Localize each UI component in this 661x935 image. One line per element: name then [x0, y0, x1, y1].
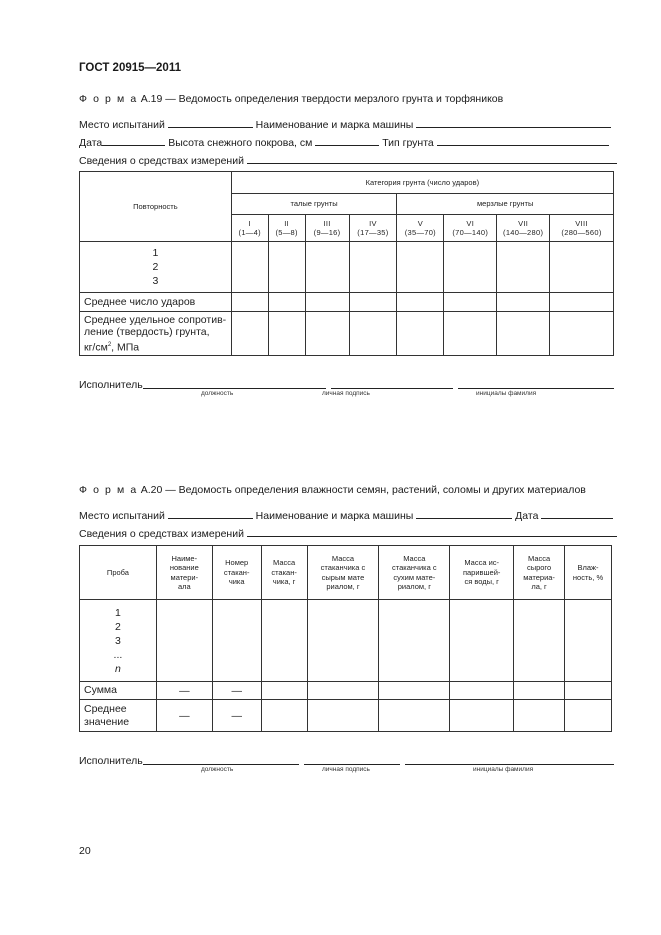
- form20-table: [79, 545, 612, 732]
- table-cell[interactable]: [379, 600, 450, 682]
- form19-title-text: А.19 — Ведомость определения твердости мерзлого грунта и торфяников: [140, 93, 504, 105]
- table-cell[interactable]: [305, 242, 349, 293]
- form19-title: [79, 93, 503, 105]
- dash-cell: —: [212, 700, 261, 732]
- date-label: Дата: [79, 137, 103, 149]
- repeat-numbers: 1 2 3: [80, 242, 232, 293]
- table-cell[interactable]: [379, 700, 450, 732]
- place-field[interactable]: [168, 117, 253, 128]
- resistance-label: Среднее удельное сопротив- ление (твердость) грунта, $кг/см^2$, МПа: [80, 312, 232, 356]
- form19-cap-name: инициалы фамилия: [476, 390, 537, 397]
- table-cell[interactable]: [444, 293, 497, 312]
- table-cell[interactable]: [307, 682, 379, 700]
- table-cell[interactable]: [349, 293, 397, 312]
- col-repeat-header: Повторность: [80, 172, 232, 242]
- cat-4: IV (17—35): [349, 215, 397, 242]
- form19-executor-label: Исполнитель: [79, 379, 143, 391]
- hdr-probe: Проба: [80, 546, 157, 600]
- table-cell[interactable]: [550, 242, 614, 293]
- avg-blows-label: Среднее число ударов: [80, 293, 232, 312]
- table-cell[interactable]: [349, 312, 397, 356]
- cat-3: III (9—16): [305, 215, 349, 242]
- hdr-dry-mass: Масса стаканчика с сухим мате- риалом, г: [379, 546, 450, 600]
- form19-name-field[interactable]: [458, 388, 614, 389]
- cat-5: V (35—70): [397, 215, 444, 242]
- sum-label: Сумма: [80, 682, 157, 700]
- instruments-label: Сведения о средствах измерений: [79, 155, 244, 167]
- place-label: Место испытаний: [79, 119, 165, 131]
- hdr-moisture: Влаж- ность, %: [565, 546, 612, 600]
- table-cell[interactable]: [497, 242, 550, 293]
- machine-label: Наименование и марка машины: [255, 119, 414, 131]
- table-cell[interactable]: [514, 600, 565, 682]
- table-cell[interactable]: [307, 700, 379, 732]
- form19-line3: [79, 153, 617, 167]
- form19-title-prefix: Ф о р м а: [79, 93, 138, 105]
- table-cell[interactable]: [450, 600, 514, 682]
- dash-cell: —: [212, 682, 261, 700]
- table-cell[interactable]: [305, 312, 349, 356]
- table-cell[interactable]: [305, 293, 349, 312]
- hdr-water-mass: Масса ис- парившей- ся воды, г: [450, 546, 514, 600]
- table-cell[interactable]: [231, 293, 268, 312]
- date-field[interactable]: [102, 135, 165, 146]
- table-cell[interactable]: [156, 600, 212, 682]
- table-cell[interactable]: [379, 682, 450, 700]
- dash-cell: —: [156, 682, 212, 700]
- table-cell[interactable]: [565, 600, 612, 682]
- avg-value-label: Среднее значение: [80, 700, 157, 732]
- category-header: Категория грунта (число ударов): [231, 172, 613, 194]
- table-cell[interactable]: [261, 600, 307, 682]
- instruments-field[interactable]: [247, 526, 617, 537]
- page-number: 20: [79, 845, 91, 857]
- table-cell[interactable]: [444, 242, 497, 293]
- soil-label: Тип грунта: [382, 137, 434, 149]
- table-cell[interactable]: [397, 312, 444, 356]
- form19-line1: [79, 117, 611, 131]
- table-cell[interactable]: [261, 700, 307, 732]
- table-cell[interactable]: [349, 242, 397, 293]
- cat-8: VIII (280—560): [550, 215, 614, 242]
- table-cell[interactable]: [268, 293, 305, 312]
- table-cell[interactable]: [514, 682, 565, 700]
- place-label: Место испытаний: [79, 510, 165, 522]
- snow-label: Высота снежного покрова, см: [168, 137, 313, 149]
- table-cell[interactable]: [514, 700, 565, 732]
- form19-signature-field[interactable]: [331, 388, 453, 389]
- cat-6: VI (70—140): [444, 215, 497, 242]
- table-cell[interactable]: [444, 312, 497, 356]
- table-cell[interactable]: [307, 600, 379, 682]
- snow-field[interactable]: [315, 135, 379, 146]
- soil-field[interactable]: [437, 135, 609, 146]
- form19-cap-signature: личная подпись: [322, 390, 370, 397]
- table-cell[interactable]: [231, 312, 268, 356]
- table-cell[interactable]: [212, 600, 261, 682]
- table-cell[interactable]: [550, 312, 614, 356]
- form20-name-field[interactable]: [405, 764, 614, 765]
- document-header: ГОСТ 20915—2011: [79, 62, 181, 74]
- form20-cap-signature: личная подпись: [322, 766, 370, 773]
- form19-table: [79, 171, 614, 356]
- hdr-wet-mass: Масса стаканчика с сырым мате риалом, г: [307, 546, 379, 600]
- table-cell[interactable]: [231, 242, 268, 293]
- table-cell[interactable]: [497, 293, 550, 312]
- table-cell[interactable]: [268, 312, 305, 356]
- machine-field[interactable]: [416, 508, 512, 519]
- form20-line1: [79, 508, 613, 522]
- form19-cap-position: должность: [201, 390, 234, 397]
- frozen-header: мерзлые грунты: [397, 194, 614, 215]
- thawed-header: талые грунты: [231, 194, 397, 215]
- hdr-raw-mass: Масса сырого материа- ла, г: [514, 546, 565, 600]
- table-cell[interactable]: [565, 682, 612, 700]
- date-field[interactable]: [541, 508, 613, 519]
- table-cell[interactable]: [397, 242, 444, 293]
- hdr-material: Наиме- нование матери- ала: [156, 546, 212, 600]
- table-cell[interactable]: [550, 293, 614, 312]
- form20-cap-name: инициалы фамилия: [473, 766, 534, 773]
- dash-cell: —: [156, 700, 212, 732]
- cat-7: VII (140—280): [497, 215, 550, 242]
- table-cell[interactable]: [450, 700, 514, 732]
- cat-2: II (5—8): [268, 215, 305, 242]
- machine-field[interactable]: [416, 117, 611, 128]
- form20-title: [79, 484, 586, 496]
- form20-signature-field[interactable]: [304, 764, 400, 765]
- form20-cap-position: должность: [201, 766, 234, 773]
- date-label: Дата: [515, 510, 539, 522]
- place-field[interactable]: [168, 508, 253, 519]
- table-cell[interactable]: [397, 293, 444, 312]
- table-cell[interactable]: [268, 242, 305, 293]
- form20-executor-label: Исполнитель: [79, 755, 143, 767]
- table-cell[interactable]: [497, 312, 550, 356]
- form20-title-prefix: Ф о р м а: [79, 484, 138, 496]
- hdr-cup-number: Номер стакан- чика: [212, 546, 261, 600]
- instruments-field[interactable]: [247, 153, 617, 164]
- form20-title-text: А.20 — Ведомость определения влажности семян, растений, соломы и других материалов: [140, 484, 586, 496]
- form19-line2: [79, 135, 609, 149]
- hdr-cup-mass: Масса стакан- чика, г: [261, 546, 307, 600]
- form19-position-field[interactable]: [143, 388, 326, 389]
- machine-label: Наименование и марка машины: [255, 510, 414, 522]
- form20-line2: [79, 526, 617, 540]
- instruments-label: Сведения о средствах измерений: [79, 528, 244, 540]
- table-cell[interactable]: [450, 682, 514, 700]
- probe-numbers: 1 2 3 ... n: [80, 600, 157, 682]
- form20-position-field[interactable]: [143, 764, 299, 765]
- table-cell[interactable]: [261, 682, 307, 700]
- cat-1: I (1—4): [231, 215, 268, 242]
- table-cell[interactable]: [565, 700, 612, 732]
